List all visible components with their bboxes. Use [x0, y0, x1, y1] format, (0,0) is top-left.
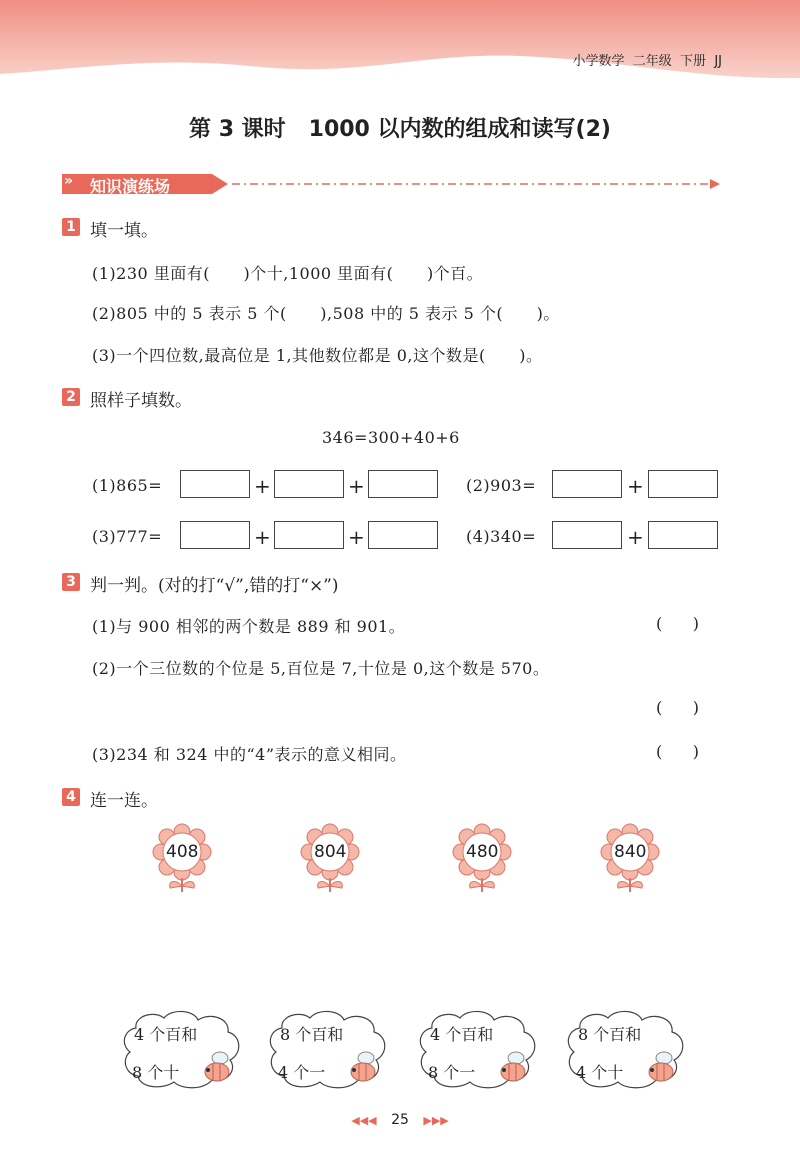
q2-item-2-box-2[interactable]: [648, 470, 718, 498]
flower-408[interactable]: [152, 822, 212, 894]
page-number: 25: [391, 1112, 409, 1128]
q3-answer-1[interactable]: ( ): [656, 614, 699, 633]
q2-item-3-box-1[interactable]: [180, 521, 250, 549]
flower-number: 408: [166, 842, 199, 862]
cloud-line-1: 4 个百和: [430, 1025, 494, 1044]
cloud-line-1: 8 个百和: [280, 1025, 344, 1044]
cloud-line-1: 8 个百和: [578, 1025, 642, 1044]
flower-number: 840: [614, 842, 647, 862]
q3-answer-2[interactable]: ( ): [656, 698, 699, 717]
q2-item-1-box-3[interactable]: [368, 470, 438, 498]
cloud-line-2: 8 个一: [428, 1063, 476, 1082]
q2-item-2-box-1[interactable]: [552, 470, 622, 498]
q3-item-2: (2)一个三位数的个位是 5,百位是 7,十位是 0,这个数是 570。: [92, 659, 550, 678]
cloud-1[interactable]: [118, 1008, 248, 1092]
cloud-3[interactable]: [414, 1008, 544, 1092]
question-number-4: 4: [62, 788, 80, 806]
bee-icon: [644, 1050, 678, 1082]
flower-480[interactable]: [452, 822, 512, 894]
banner-arrow-icon: »: [64, 173, 74, 189]
cloud-2[interactable]: [264, 1008, 394, 1092]
q2-item-4-label: (4)340=: [466, 527, 537, 546]
bee-icon: [346, 1050, 380, 1082]
q2-item-3-box-3[interactable]: [368, 521, 438, 549]
flower-804[interactable]: [300, 822, 360, 894]
question-number-1: 1: [62, 218, 80, 236]
q2-item-3-label: (3)777=: [92, 527, 163, 546]
section-banner: [62, 170, 722, 198]
banner-title: 知识演练场: [90, 177, 171, 196]
q2-item-2-label: (2)903=: [466, 476, 537, 495]
plus-sign: +: [254, 525, 272, 549]
q2-item-1-box-2[interactable]: [274, 470, 344, 498]
plus-sign: +: [254, 474, 272, 498]
question-number-2: 2: [62, 388, 80, 406]
question-4-prompt: 连一连。: [90, 791, 158, 811]
question-number-3: 3: [62, 573, 80, 591]
q1-item-1: (1)230 里面有( )个十,1000 里面有( )个百。: [92, 264, 484, 283]
cloud-line-2: 4 个十: [576, 1063, 624, 1082]
flower-number: 804: [314, 842, 347, 862]
q3-answer-3[interactable]: ( ): [656, 742, 699, 761]
q2-example: 346=300+40+6: [322, 428, 460, 447]
q2-item-3-box-2[interactable]: [274, 521, 344, 549]
series-label: 小学数学 二年级 下册 JJ: [572, 54, 722, 69]
cloud-line-1: 4 个百和: [134, 1025, 198, 1044]
flower-number: 480: [466, 842, 499, 862]
plus-sign: +: [348, 474, 366, 498]
cloud-line-2: 8 个十: [132, 1063, 180, 1082]
q2-item-1-label: (1)865=: [92, 476, 163, 495]
q3-item-1: (1)与 900 相邻的两个数是 889 和 901。: [92, 617, 406, 636]
q3-item-3: (3)234 和 324 中的“4”表示的意义相同。: [92, 745, 407, 764]
q2-item-1-box-1[interactable]: [180, 470, 250, 498]
left-arrows-icon: ◀◀◀: [351, 1114, 377, 1127]
cloud-line-2: 4 个一: [278, 1063, 326, 1082]
page-footer: [0, 1112, 800, 1128]
lesson-title: 第 3 课时 1000 以内数的组成和读写(2): [189, 117, 611, 142]
plus-sign: +: [627, 525, 645, 549]
plus-sign: +: [627, 474, 645, 498]
bee-icon: [200, 1050, 234, 1082]
q2-item-4-box-1[interactable]: [552, 521, 622, 549]
question-2-prompt: 照样子填数。: [90, 391, 192, 411]
q1-item-3: (3)一个四位数,最高位是 1,其他数位都是 0,这个数是( )。: [92, 346, 543, 365]
flower-840[interactable]: [600, 822, 660, 894]
q2-item-4-box-2[interactable]: [648, 521, 718, 549]
plus-sign: +: [348, 525, 366, 549]
question-1-prompt: 填一填。: [90, 221, 158, 241]
bee-icon: [496, 1050, 530, 1082]
question-3-prompt: 判一判。(对的打“√”,错的打“×”): [90, 576, 339, 596]
right-arrows-icon: ▶▶▶: [423, 1114, 449, 1127]
cloud-4[interactable]: [562, 1008, 692, 1092]
q1-item-2: (2)805 中的 5 表示 5 个( ),508 中的 5 表示 5 个( )。: [92, 304, 560, 323]
